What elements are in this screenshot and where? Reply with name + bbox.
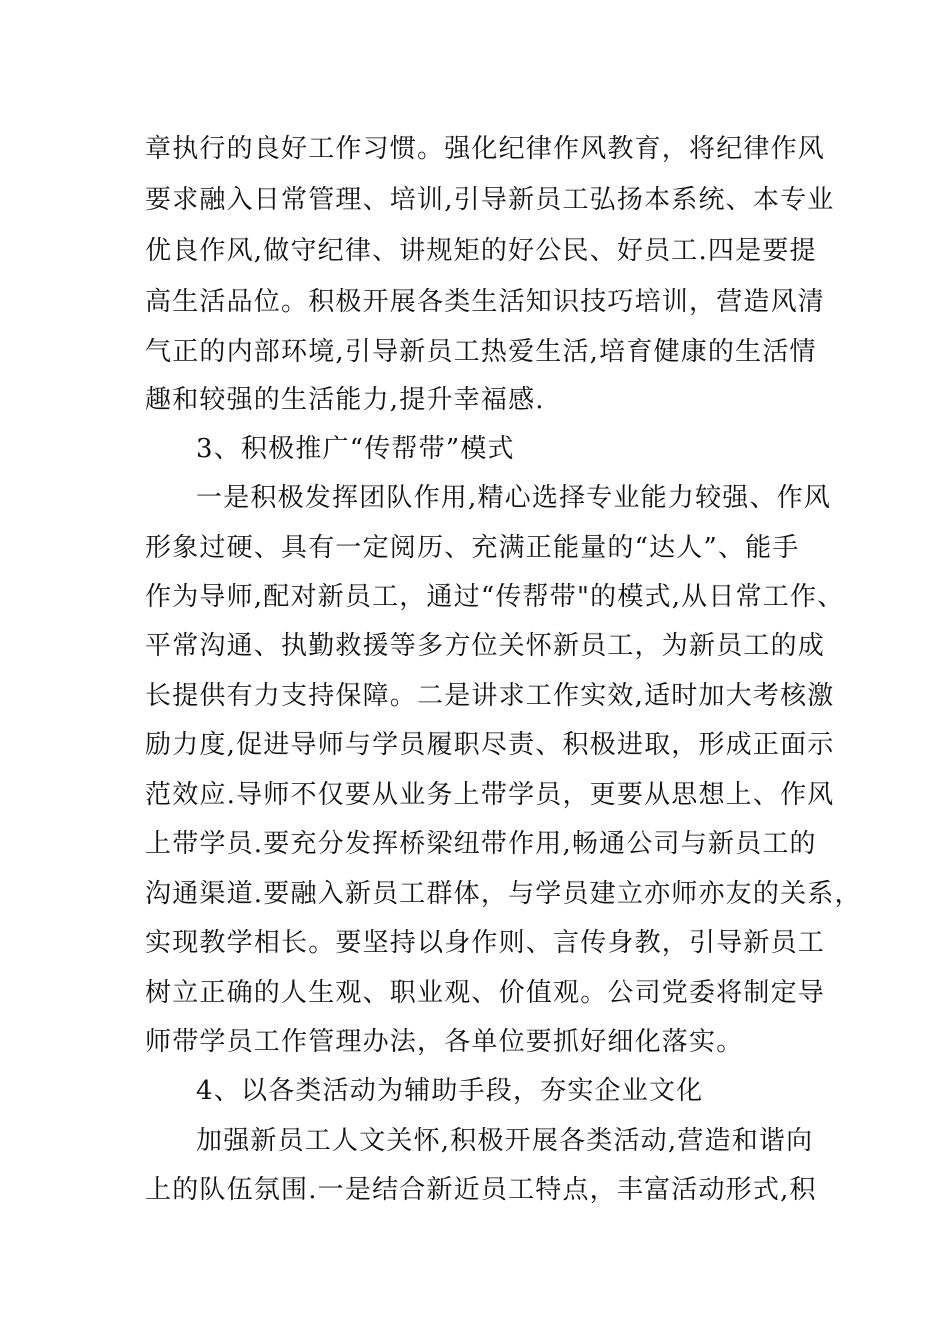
text-line: 高生活品位。积极开展各类生活知识技巧培训，营造风清 — [145, 287, 826, 317]
text-line: 树立正确的人生观、职业观、价值观。公司党委将制定导 — [145, 978, 826, 1008]
text-line: 要求融入日常管理、培训,引导新员工弘扬本系统、本专业 — [145, 185, 835, 215]
paragraph-first-line: 加强新员工人文关怀,积极开展各类活动,营造和谐向 — [196, 1126, 814, 1156]
text-line: 师带学员工作管理办法，各单位要抓好细化落实。 — [145, 1027, 744, 1057]
section-heading: 4、以各类活动为辅助手段，夯实企业文化 — [196, 1076, 704, 1106]
section-heading: 3、积极推广“传帮带”模式 — [196, 434, 515, 464]
text-line: 实现教学相长。要坚持以身作则、言传身教，引导新员工 — [145, 928, 826, 958]
text-line: 优良作风,做守纪律、讲规矩的好公民、好员工.四是要提 — [145, 236, 817, 266]
text-line: 范效应.导师不仅要从业务上带学员，更要从思想上、作风 — [145, 780, 835, 810]
text-line: 气正的内部环境,引导新员工热爱生活,培育健康的生活情 — [145, 337, 817, 367]
paragraph-first-line: 一是积极发挥团队作用,精心选择专业能力较强、作风 — [196, 483, 832, 513]
text-line: 长提供有力支持保障。二是讲求工作实效,适时加大考核激 — [145, 681, 835, 711]
text-line: 沟通渠道.要融入新员工群体，与学员建立亦师亦友的关系， — [145, 879, 862, 909]
text-line: 上的队伍氛围.一是结合新近员工特点，丰富活动形式,积 — [145, 1175, 817, 1205]
text-line: 形象过硬、具有一定阅历、充满正能量的“达人”、能手 — [145, 533, 800, 563]
text-line: 趣和较强的生活能力,提升幸福感. — [145, 385, 545, 415]
text-line: 平常沟通、执勤救援等多方位关怀新员工，为新员工的成 — [145, 631, 826, 661]
text-line: 励力度,促进导师与学员履职尽责、积极进取，形成正面示 — [145, 730, 835, 760]
text-line: 作为导师,配对新员工，通过“传帮带"的模式,从日常工作、 — [145, 582, 845, 612]
text-line: 上带学员.要充分发挥桥梁纽带作用,畅通公司与新员工的 — [145, 829, 817, 859]
text-line: 章执行的良好工作习惯。强化纪律作风教育，将纪律作风 — [145, 134, 826, 164]
